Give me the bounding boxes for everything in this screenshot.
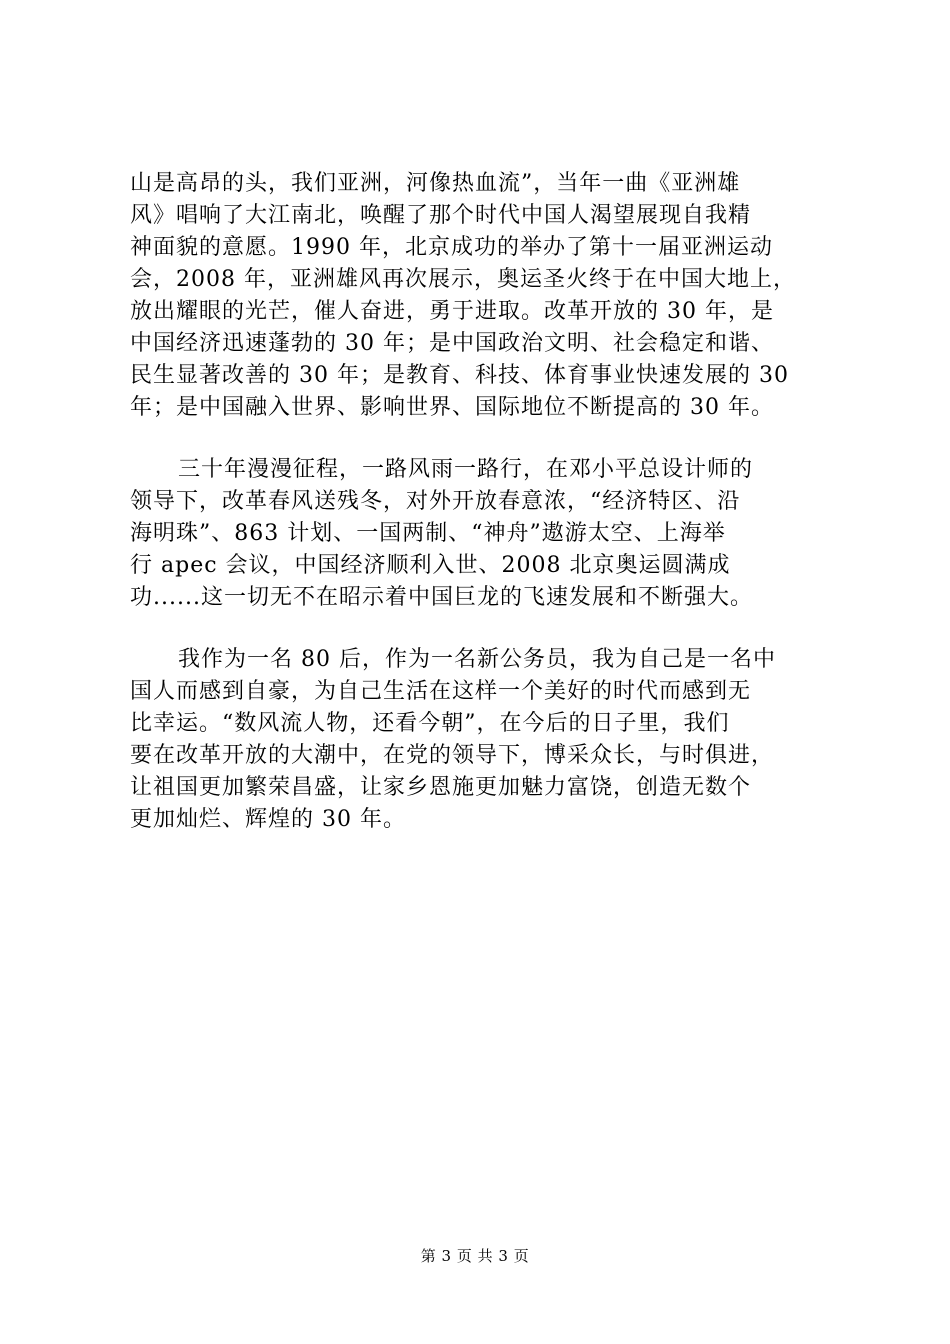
text-line: 我作为一名 80 后，作为一名新公务员，我为自己是一名中	[178, 647, 776, 672]
text-line: 风》唱响了大江南北，唤醒了那个时代中国人渴望展现自我精	[130, 203, 752, 228]
text-line: 民生显著改善的 30 年；是教育、科技、体育事业快速发展的 30	[130, 363, 789, 388]
page-footer	[0, 1245, 950, 1266]
text-line: 中国经济迅速蓬勃的 30 年；是中国政治文明、社会稳定和谐、	[130, 331, 774, 356]
text-line: 三十年漫漫征程，一路风雨一路行，在邓小平总设计师的	[178, 457, 754, 482]
paragraph-3	[130, 644, 840, 836]
text-line: 山是高昂的头，我们亚洲，河像热血流”，当年一曲《亚洲雄	[130, 171, 741, 196]
text-line: 比幸运。“数风流人物，还看今朝”，在今后的日子里，我们	[130, 711, 730, 736]
text-line: 神面貌的意愿。1990 年，北京成功的举办了第十一届亚洲运动	[130, 235, 773, 260]
text-line: 年；是中国融入世界、影响世界、国际地位不断提高的 30 年。	[130, 395, 774, 420]
text-line: 海明珠”、863 计划、一国两制、“神舟”遨游太空、上海举	[130, 521, 726, 546]
text-line: 行 apec 会议，中国经济顺利入世、2008 北京奥运圆满成	[130, 553, 731, 578]
text-line: 会，2008 年，亚洲雄风再次展示，奥运圣火终于在中国大地上，	[130, 267, 796, 292]
document-body	[130, 168, 840, 866]
text-line: 让祖国更加繁荣昌盛，让家乡恩施更加魅力富饶，创造无数个	[130, 775, 752, 800]
text-line: 国人而感到自豪，为自己生活在这样一个美好的时代而感到无	[130, 679, 752, 704]
text-line: 放出耀眼的光芒，催人奋进，勇于进取。改革开放的 30 年，是	[130, 299, 774, 324]
text-line: 要在改革开放的大潮中，在党的领导下，博采众长，与时俱进，	[130, 743, 775, 768]
text-line: 功......这一切无不在昭示着中国巨龙的飞速发展和不断强大。	[130, 585, 753, 610]
paragraph-1	[130, 168, 840, 424]
text-line: 更加灿烂、辉煌的 30 年。	[130, 807, 406, 832]
text-line: 领导下，改革春风送残冬，对外开放春意浓，“经济特区、沿	[130, 489, 741, 514]
page-number-label: 第 3 页 共 3 页	[420, 1247, 530, 1265]
paragraph-2	[130, 454, 840, 614]
